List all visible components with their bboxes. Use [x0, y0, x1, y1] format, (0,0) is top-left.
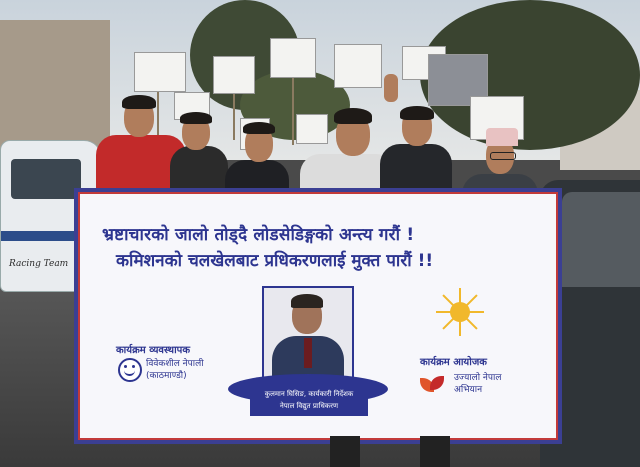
legs	[330, 436, 360, 467]
protest-banner	[74, 188, 562, 444]
legs	[420, 436, 450, 467]
placard	[270, 38, 316, 78]
portrait-caption	[250, 386, 368, 416]
placard	[296, 114, 328, 144]
banner-slogan-line2: कमिशनको चलखेलबाट प्रधिकरणलाई मुक्त पारौं !!	[116, 251, 434, 271]
placard-pole	[292, 75, 294, 145]
portrait-photo	[262, 286, 354, 384]
placard	[334, 44, 382, 88]
placard-pole	[233, 90, 235, 140]
caption-name: कुलमान घिसिङ, कार्यकारी निर्देशक	[264, 390, 354, 398]
dhaka-topi-hat	[486, 128, 518, 146]
banner-slogan-line1: भ्रष्टाचारको जालो तोड्दै लोडसेडिङ्गको अन्त्य गरौं !	[102, 225, 415, 245]
car-label: Racing Team	[9, 259, 69, 269]
host-block	[414, 354, 544, 395]
host-header: कार्यक्रम आयोजक	[420, 357, 487, 368]
organizer-block	[108, 342, 238, 381]
bulb-sun-icon	[436, 288, 484, 336]
car-window	[11, 159, 81, 199]
caption-org: नेपाल विद्युत प्राधिकरण	[279, 402, 339, 410]
placard	[213, 56, 255, 94]
smiley-icon	[118, 358, 142, 382]
ujyalo-logo-icon	[420, 374, 446, 394]
placard	[134, 52, 186, 92]
car-window	[562, 192, 640, 287]
building-left	[0, 20, 110, 150]
manager-header: कार्यक्रम व्यवस्थापक	[116, 345, 191, 356]
manager-org: विवेकशील नेपाली (काठमाण्डौ)	[146, 359, 204, 381]
glasses	[490, 152, 516, 160]
host-org: उज्यालो नेपाल अभियान	[454, 373, 502, 395]
